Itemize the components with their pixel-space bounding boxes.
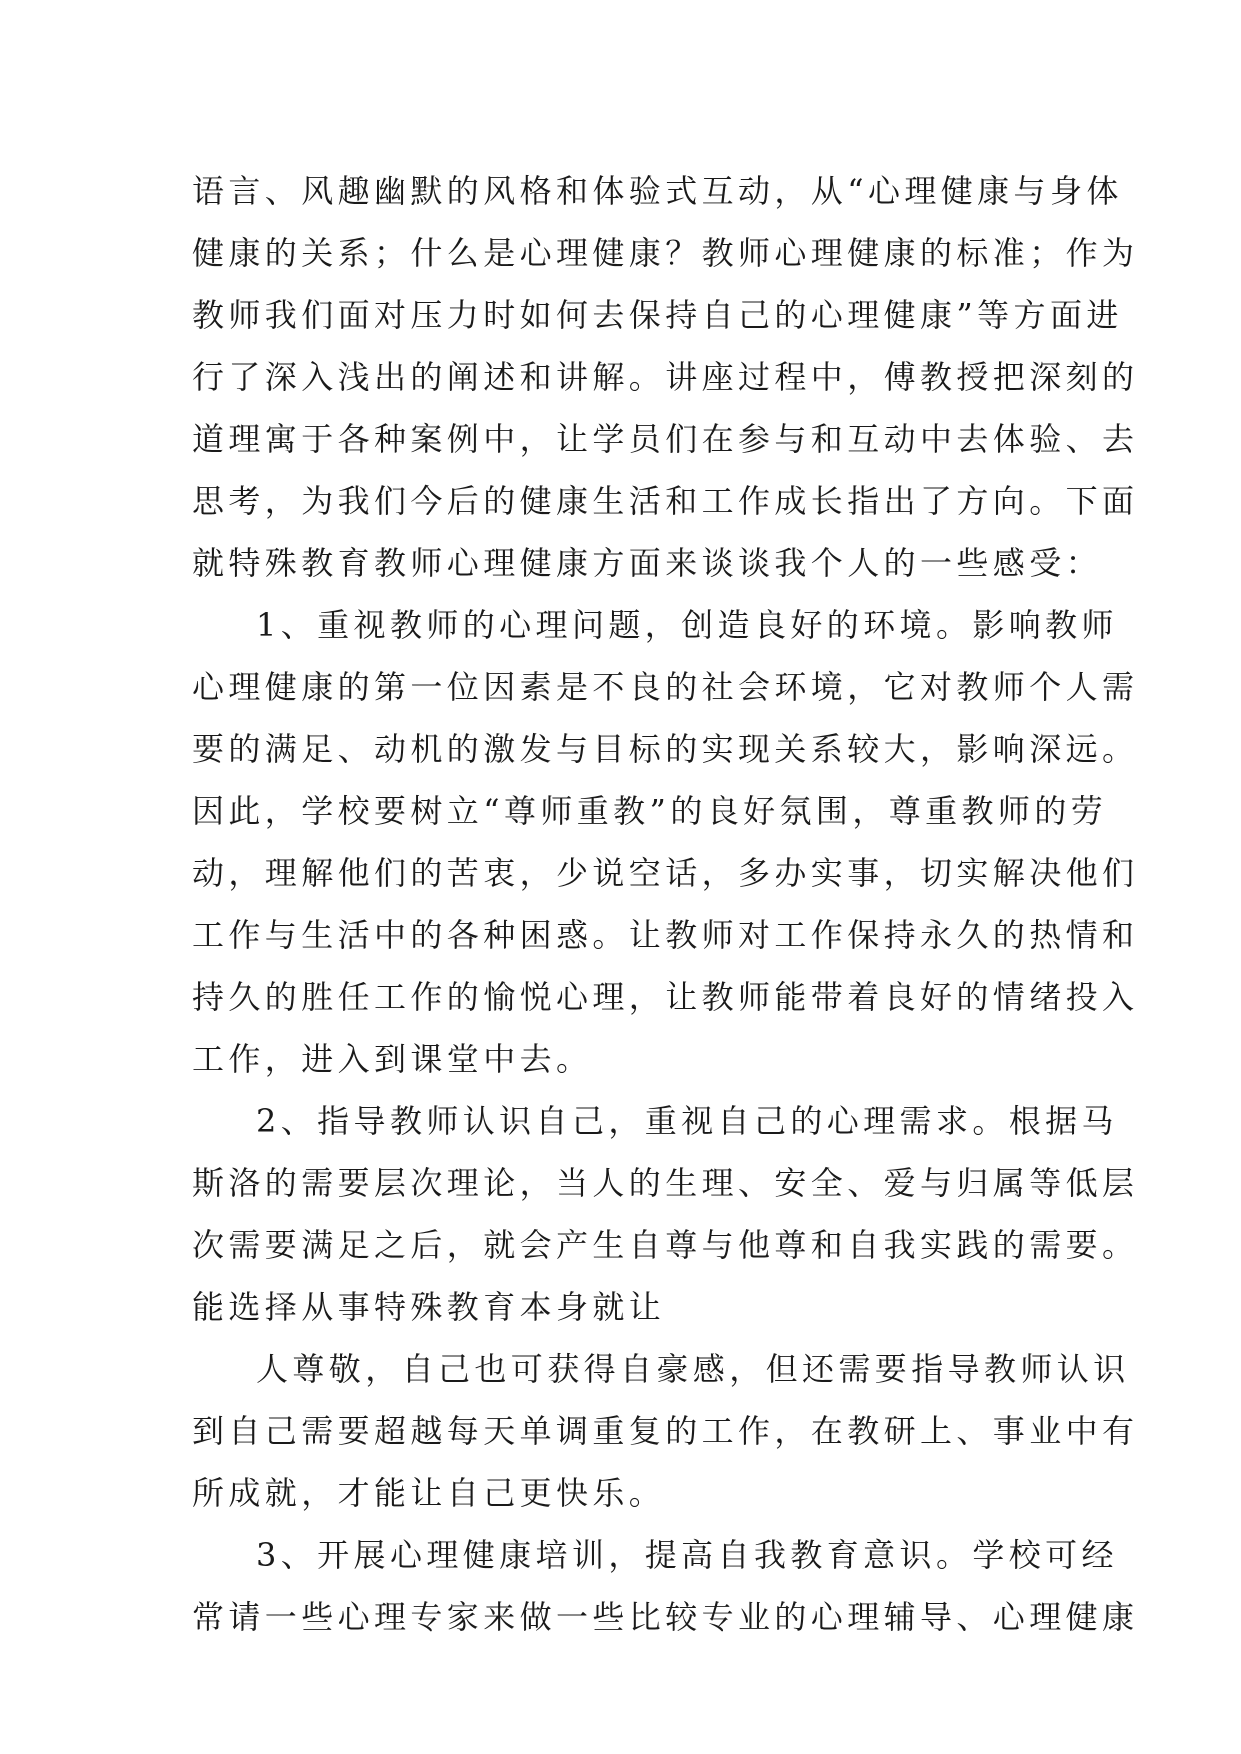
text-line: 工作，进入到课堂中去。 [192, 1040, 593, 1078]
text-line: 3、开展心理健康培训，提高自我教育意识。学校可经 [256, 1536, 1118, 1574]
text-line: 能选择从事特殊教育本身就让 [192, 1288, 666, 1326]
text-line: 常请一些心理专家来做一些比较专业的心理辅导、心理健康 [192, 1598, 1139, 1636]
text-line: 因此，学校要树立“尊师重教”的良好氛围，尊重教师的劳 [192, 792, 1108, 830]
text-line: 斯洛的需要层次理论，当人的生理、安全、爱与归属等低层 [192, 1164, 1139, 1202]
paragraph-5 [192, 1524, 1139, 1648]
text-line: 健康的关系；什么是心理健康？教师心理健康的标准；作为 [192, 234, 1139, 272]
text-line: 持久的胜任工作的愉悦心理，让教师能带着良好的情绪投入 [192, 978, 1139, 1016]
text-line: 次需要满足之后，就会产生自尊与他尊和自我实践的需要。 [192, 1226, 1139, 1264]
text-line: 1、重视教师的心理问题，创造良好的环境。影响教师 [256, 606, 1118, 644]
text-line: 思考，为我们今后的健康生活和工作成长指出了方向。下面 [192, 482, 1139, 520]
text-line: 2、指导教师认识自己，重视自己的心理需求。根据马 [256, 1102, 1118, 1140]
text-line: 所成就，才能让自己更快乐。 [192, 1474, 666, 1512]
text-line: 语言、风趣幽默的风格和体验式互动，从“心理健康与身体 [192, 172, 1123, 210]
document-body [192, 160, 1139, 1648]
paragraph-4 [192, 1338, 1139, 1524]
paragraph-2 [192, 594, 1139, 1090]
text-line: 工作与生活中的各种困惑。让教师对工作保持永久的热情和 [192, 916, 1139, 954]
paragraph-1 [192, 160, 1139, 594]
paragraph-3 [192, 1090, 1139, 1338]
text-line: 到自己需要超越每天单调重复的工作，在教研上、事业中有 [192, 1412, 1139, 1450]
text-line: 就特殊教育教师心理健康方面来谈谈我个人的一些感受： [192, 544, 1103, 582]
text-line: 人尊敬，自己也可获得自豪感，但还需要指导教师认识 [256, 1350, 1130, 1388]
text-line: 心理健康的第一位因素是不良的社会环境，它对教师个人需 [192, 668, 1139, 706]
text-line: 道理寓于各种案例中，让学员们在参与和互动中去体验、去 [192, 420, 1139, 458]
text-line: 要的满足、动机的激发与目标的实现关系较大，影响深远。 [192, 730, 1139, 768]
text-line: 行了深入浅出的阐述和讲解。讲座过程中，傅教授把深刻的 [192, 358, 1139, 396]
text-line: 教师我们面对压力时如何去保持自己的心理健康”等方面进 [192, 296, 1123, 334]
text-line: 动，理解他们的苦衷，少说空话，多办实事，切实解决他们 [192, 854, 1139, 892]
